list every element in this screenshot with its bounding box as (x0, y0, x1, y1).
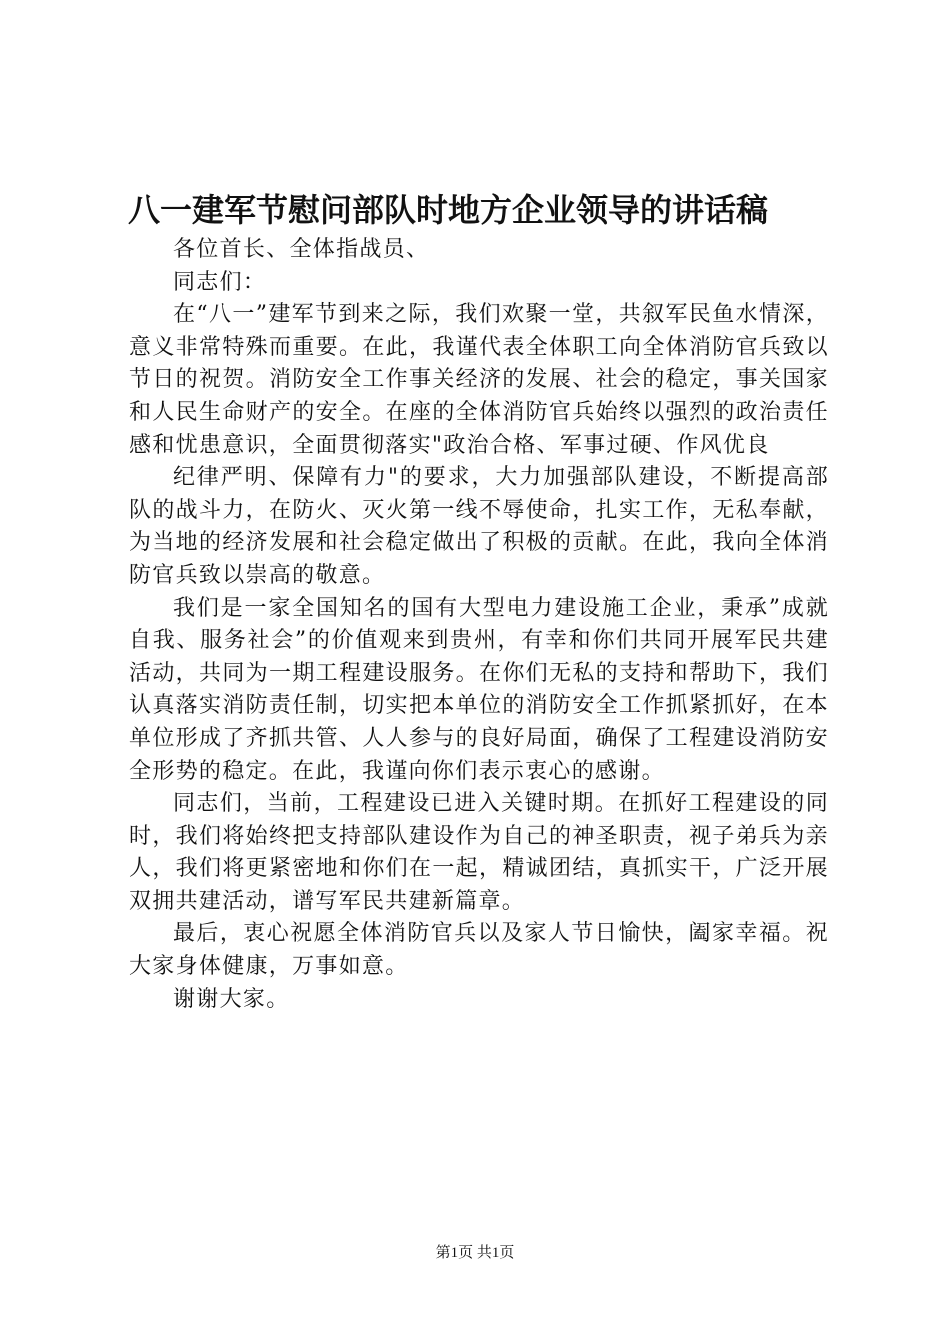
body-paragraph: 同志们，当前，工程建设已进入关键时期。在抓好工程建设的同时，我们将始终把支持部队建设作为自己的神圣职责，视子弟兵为亲人，我们将更紧密地和你们在一起，精诚团结，真抓实干，广泛开展双拥共建活动，谱写军民共建新篇章。 (129, 791, 829, 914)
body-paragraph: 在“八一”建军节到来之际，我们欢聚一堂，共叙军民鱼水情深，意义非常特殊而重要。在此，我谨代表全体职工向全体消防官兵致以节日的祝贺。消防安全工作事关经济的发展、社会的稳定，事关国家和人民生命财产的安全。在座的全体消防官兵始终以强烈的政治责任感和忧患意识，全面贯彻落实"政治合格、军事过硬、作风优良 (129, 302, 829, 458)
body-paragraph: 最后，衷心祝愿全体消防官兵以及家人节日愉快，阖家幸福。祝大家身体健康，万事如意。 (129, 921, 829, 980)
body-paragraph: 我们是一家全国知名的国有大型电力建设施工企业，秉承”成就自我、服务社会”的价值观来到贵州，有幸和你们共同开展军民共建活动，共同为一期工程建设服务。在你们无私的支持和帮助下，我们认真落实消防责任制，切实把本单位的消防安全工作抓紧抓好，在本单位形成了齐抓共管、人人参与的良好局面，确保了工程建设消防安全形势的稳定。在此，我谨向你们表示衷心的感谢。 (129, 595, 829, 784)
salutation-line: 各位首长、全体指战员、 (173, 237, 430, 262)
salutation-line: 同志们： (173, 269, 267, 295)
page-number-footer: 第1页 共1页 (435, 1245, 515, 1261)
closing-line: 谢谢大家。 (173, 986, 290, 1012)
body-paragraph: 纪律严明、保障有力"的要求，大力加强部队建设，不断提高部队的战斗力，在防火、灭火第一线不辱使命，扎实工作，无私奉献，为当地的经济发展和社会稳定做出了积极的贡献。在此，我向全体消防官兵致以崇高的敬意。 (129, 465, 829, 588)
document-title: 八一建军节慰问部队时地方企业领导的讲话稿 (128, 191, 769, 229)
document-body (129, 234, 829, 1016)
